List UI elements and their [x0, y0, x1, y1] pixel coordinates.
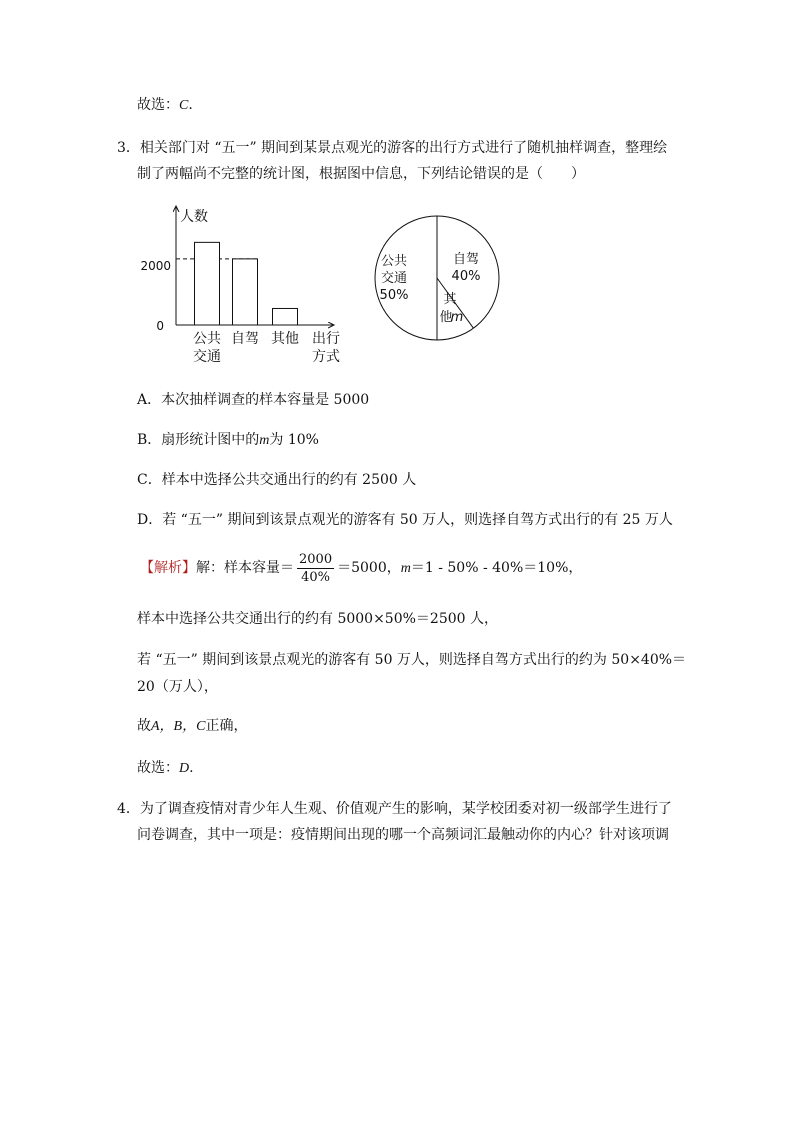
- analysis-line5-vars: A，B，C: [151, 719, 206, 734]
- fraction-denominator: 40%: [301, 569, 330, 585]
- category-label: 其他: [271, 331, 299, 347]
- analysis-rest-a: ＝5000，: [337, 560, 401, 576]
- bar-chart: [138, 200, 378, 370]
- category-label: 公共: [193, 331, 221, 347]
- question-3-line2: 制了两幅尚不完整的统计图，根据图中信息，下列结论错误的是（ ）: [137, 166, 585, 182]
- y-tick-2000: 2000: [140, 259, 171, 273]
- option-b-var: m: [259, 433, 270, 448]
- question-4-line2: 问卷调查，其中一项是：疫情期间出现的哪一个高频词汇最触动你的内心？针对该项调: [137, 827, 669, 843]
- pie-slice-label: 交通: [380, 271, 408, 286]
- analysis-rest-b: ＝1 - 50% - 40%＝10%，: [410, 560, 583, 576]
- option-b-prefix: B．扇形统计图中的: [137, 432, 260, 448]
- category-label: 交通: [193, 349, 221, 365]
- option-d: D．若 “五一” 期间到该景点观光的游客有 50 万人，则选择自驾方式出行的有 25 万人: [137, 512, 673, 528]
- pie-slice-label: 40%: [451, 269, 481, 284]
- fraction-numerator: 2000: [299, 551, 333, 567]
- pie-chart: [372, 213, 502, 343]
- analysis-line5-prefix: 故: [137, 718, 151, 734]
- analysis-answer: [137, 758, 194, 779]
- question-stem: 相关部门对 “五一” 期间到某景点观光的游客的出行方式进行了随机抽样调查，整理绘: [139, 140, 668, 156]
- option-b-suffix: 为 10%: [269, 432, 319, 448]
- analysis-tag: 【解析】: [140, 560, 196, 576]
- answer-choice: D: [179, 761, 190, 776]
- answer-label: 故选：: [137, 97, 179, 113]
- option-b: [137, 430, 319, 451]
- question-stem: 为了调查疫情对青少年人生观、价值观产生的影响，某学校团委对初一级部学生进行了: [139, 801, 672, 817]
- answer-choice: C: [179, 98, 189, 113]
- question-4-line1: [117, 799, 672, 819]
- pie-slice-label: 公共: [380, 254, 408, 269]
- fraction: [297, 551, 334, 586]
- x-axis-label-line1: 出行: [312, 331, 340, 347]
- answer-label: 故选：: [137, 760, 179, 776]
- pie-slice-label: 50%: [379, 288, 409, 303]
- question-3-line1: [117, 138, 667, 158]
- bar-2: [233, 259, 258, 325]
- pie-slice-label: 他: [439, 310, 453, 325]
- analysis-line4: 20（万人），: [137, 679, 218, 695]
- analysis-line3: 若 “五一” 期间到该景点观光的游客有 50 万人，则选择自驾方式出行的约为 50×40%＝: [137, 652, 687, 668]
- analysis-line2: 样本中选择公共交通出行的约有 5000×50%＝2500 人，: [137, 611, 499, 627]
- category-label: 自驾: [231, 331, 259, 347]
- bar-3: [273, 308, 298, 325]
- analysis-intro: 解：样本容量＝: [196, 560, 294, 576]
- pie-slice-label: m: [450, 310, 464, 325]
- option-a: A．本次抽样调查的样本容量是 5000: [137, 392, 370, 408]
- x-axis-label-line2: 方式: [312, 349, 340, 365]
- y-axis-label: 人数: [180, 209, 208, 225]
- question-number: 3．: [117, 140, 140, 156]
- analysis-line5: [137, 716, 247, 737]
- pie-slice-label: 其: [443, 292, 457, 307]
- answer-end: .: [188, 97, 193, 113]
- answer-end: .: [189, 760, 194, 776]
- previous-answer: [137, 95, 193, 116]
- analysis-m-var: m: [400, 561, 411, 576]
- bar-1: [195, 242, 220, 325]
- option-c: C．样本中选择公共交通出行的约有 2500 人: [137, 472, 417, 488]
- question-number: 4．: [117, 801, 140, 817]
- analysis-line5-suffix: 正确，: [205, 718, 248, 734]
- y-tick-0: 0: [156, 319, 164, 333]
- pie-slice-label: 自驾: [452, 252, 480, 267]
- analysis-line1: [140, 549, 582, 588]
